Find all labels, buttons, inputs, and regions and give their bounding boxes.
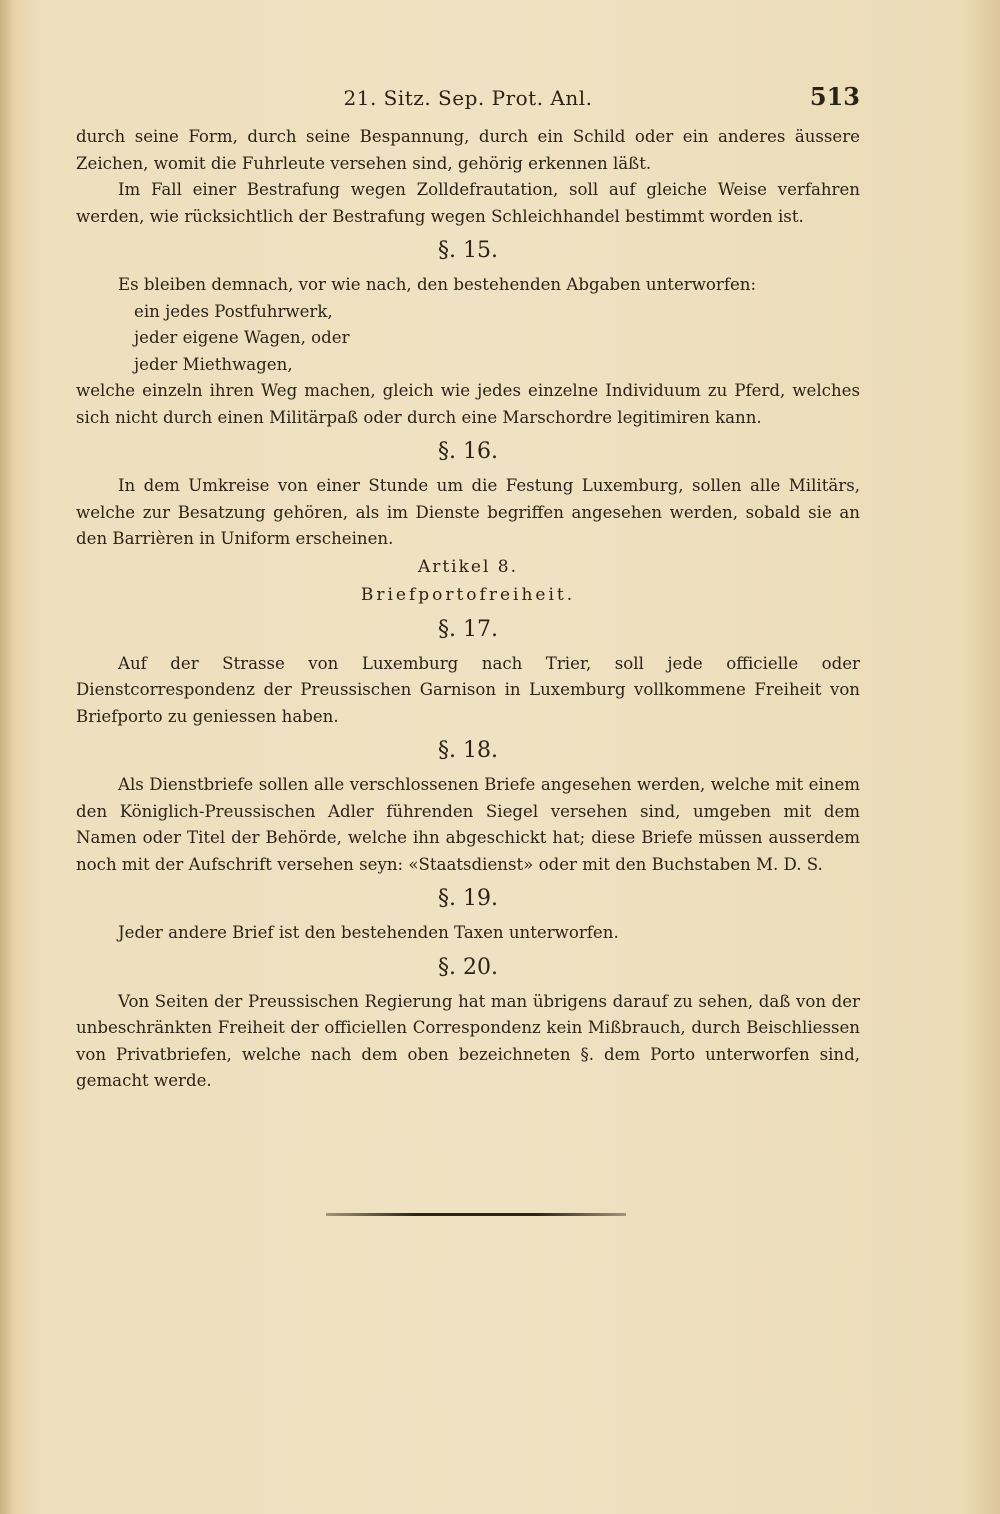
article-title: Briefportofreiheit. [360, 584, 576, 605]
end-rule [326, 1213, 626, 1216]
section-19-text: Jeder andere Brief ist den bestehenden Taxen unterworfen. [118, 923, 619, 942]
paragraph-continued: durch seine Form, durch seine Bespannung, durch ein Schild oder ein anderes äussere Zeichen, womit die Fuhrleute versehen sind, gehörig erkennen läßt. [76, 127, 860, 173]
section-20-text: Von Seiten der Preussischen Regierung hat man übrigens darauf zu sehen, daß von der unbeschränkten Freiheit der officiellen Correspondenz kein Mißbrauch, durch Beischliessen von Privatbriefen, welche nach dem oben bezeichneten §. dem Porto unterworfen sind, gemacht werde. [76, 991, 860, 1090]
section-17-text: Auf der Strasse von Luxemburg nach Trier, soll jede officielle oder Dienstcorrespondenz der Preussischen Garnison in Luxemburg vollkommene Freiheit von Briefporto zu geniessen haben. [76, 653, 860, 726]
article-label: Artikel 8. [417, 556, 519, 577]
body-text [76, 124, 860, 1095]
page-number: 513 [809, 82, 860, 111]
section-15-intro: Es bleiben demnach, vor wie nach, den bestehenden Abgaben unterworfen: [118, 275, 757, 294]
section-15-heading: §. 15. [438, 238, 498, 263]
list-item: jeder Miethwagen, [134, 354, 293, 374]
section-19-heading: §. 19. [438, 886, 498, 911]
section-17-heading: §. 17. [438, 616, 498, 642]
section-18-heading: §. 18. [438, 738, 498, 763]
paragraph-penalty: Im Fall einer Bestrafung wegen Zolldefrautation, soll auf gleiche Weise verfahren werden, wie rücksichtlich der Bestrafung wegen Schleichhandel bestimmt worden ist. [76, 180, 860, 226]
section-18-text: Als Dienstbriefe sollen alle verschlossenen Briefe angesehen werden, welche mit einem den Königlich-Preussischen Adler führenden Siegel versehen sind, umgeben mit dem Namen oder Titel der Behörde, welche ihn abgeschickt hat; diese Briefe müssen ausserdem noch mit der Aufschrift versehen seyn: «Staatsdienst» oder mit den Buchstaben M. D. S. [76, 775, 860, 874]
running-head: 21. Sitz. Sep. Prot. Anl. [343, 86, 593, 110]
section-16-heading: §. 16. [438, 439, 498, 464]
section-20-heading: §. 20. [438, 954, 498, 980]
section-16-text: In dem Umkreise von einer Stunde um die Festung Luxemburg, sollen alle Militärs, welche zur Besatzung gehören, als im Dienste begriffen angesehen werden, sobald sie an den Barrièren in Uniform erscheinen. [76, 476, 860, 548]
list-item: ein jedes Postfuhrwerk, [134, 301, 333, 321]
section-15-close: welche einzeln ihren Weg machen, gleich wie jedes einzelne Individuum zu Pferd, welches sich nicht durch einen Militärpaß oder durch eine Marschordre legitimiren kann. [76, 381, 860, 427]
list-item: jeder eigene Wagen, oder [134, 328, 350, 347]
page-header [76, 82, 860, 116]
